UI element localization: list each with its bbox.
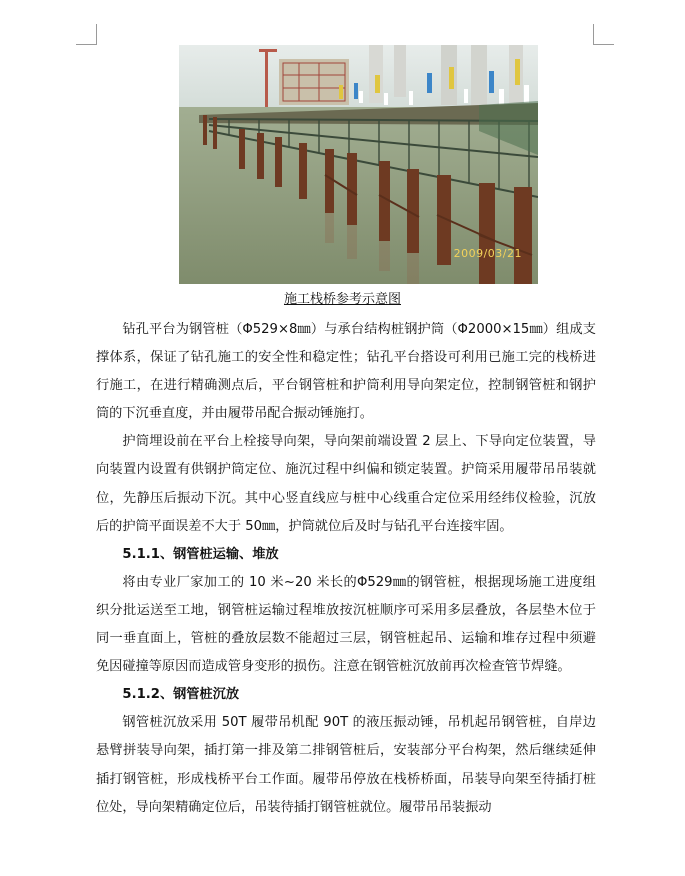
- document-body: [96, 316, 596, 822]
- section-heading-5-1-1: 5.1.1、钢管桩运输、堆放: [122, 546, 279, 562]
- paragraph-pile-sinking: 钢管桩沉放采用 50T 履带吊机配 90T 的液压振动锤，吊机起吊钢管桩，自岸边悬臂拼装导向架，插打第一排及第二排钢管桩后，安装部分平台构架，然后继续延伸插打钢管桩，形成栈桥平台工作面。履带吊停放在栈桥桥面，吊装导向架至待插打桩位处，导向架精确定位后，吊装待插打钢管桩就位。履带吊吊装振动: [96, 715, 596, 815]
- trestle-bridge-photo: [179, 45, 538, 284]
- page-corner-mark-left: [76, 24, 97, 45]
- paragraph-drilling-platform: 钻孔平台为钢管桩（Φ529×8㎜）与承台结构桩钢护筒（Φ2000×15㎜）组成支撑体系，保证了钻孔施工的安全性和稳定性；钻孔平台搭设可利用已施工完的栈桥进行施工，在进行精确测点后，平台钢管桩和护筒利用导向架定位，控制钢管桩和钢护筒的下沉垂直度，并由履带吊配合振动锤施打。: [96, 322, 596, 422]
- page-corner-mark-right: [593, 24, 614, 45]
- paragraph-casing-installation: 护筒埋设前在平台上栓接导向架，导向架前端设置 2 层上、下导向定位装置，导向装置内设置有供钢护筒定位、施沉过程中纠偏和锁定装置。护筒采用履带吊吊装就位，先静压后振动下沉。其中心竖直线应与桩中心线重合定位采用经纬仪检验，沉放后的护筒平面误差不大于 50㎜，护筒就位后及时与钻孔平台连接牢固。: [96, 434, 596, 534]
- paragraph-pile-transport: 将由专业厂家加工的 10 米~20 米长的Φ529㎜的钢管桩，根据现场施工进度组织分批运送至工地，钢管桩运输过程堆放按沉桩顺序可采用多层叠放，各层垫木位于同一垂直面上，管桩的叠放层数不能超过三层，钢管桩起吊、运输和堆存过程中须避免因碰撞等原因而造成管身变形的损伤。注意在钢管桩沉放前再次检查管节焊缝。: [96, 574, 596, 675]
- figure-caption: [0, 290, 685, 310]
- figure-caption-text: 施工栈桥参考示意图: [283, 292, 401, 307]
- section-heading-5-1-2: 5.1.2、钢管桩沉放: [122, 687, 240, 703]
- photo-date-stamp: 2009/03/21: [453, 247, 522, 260]
